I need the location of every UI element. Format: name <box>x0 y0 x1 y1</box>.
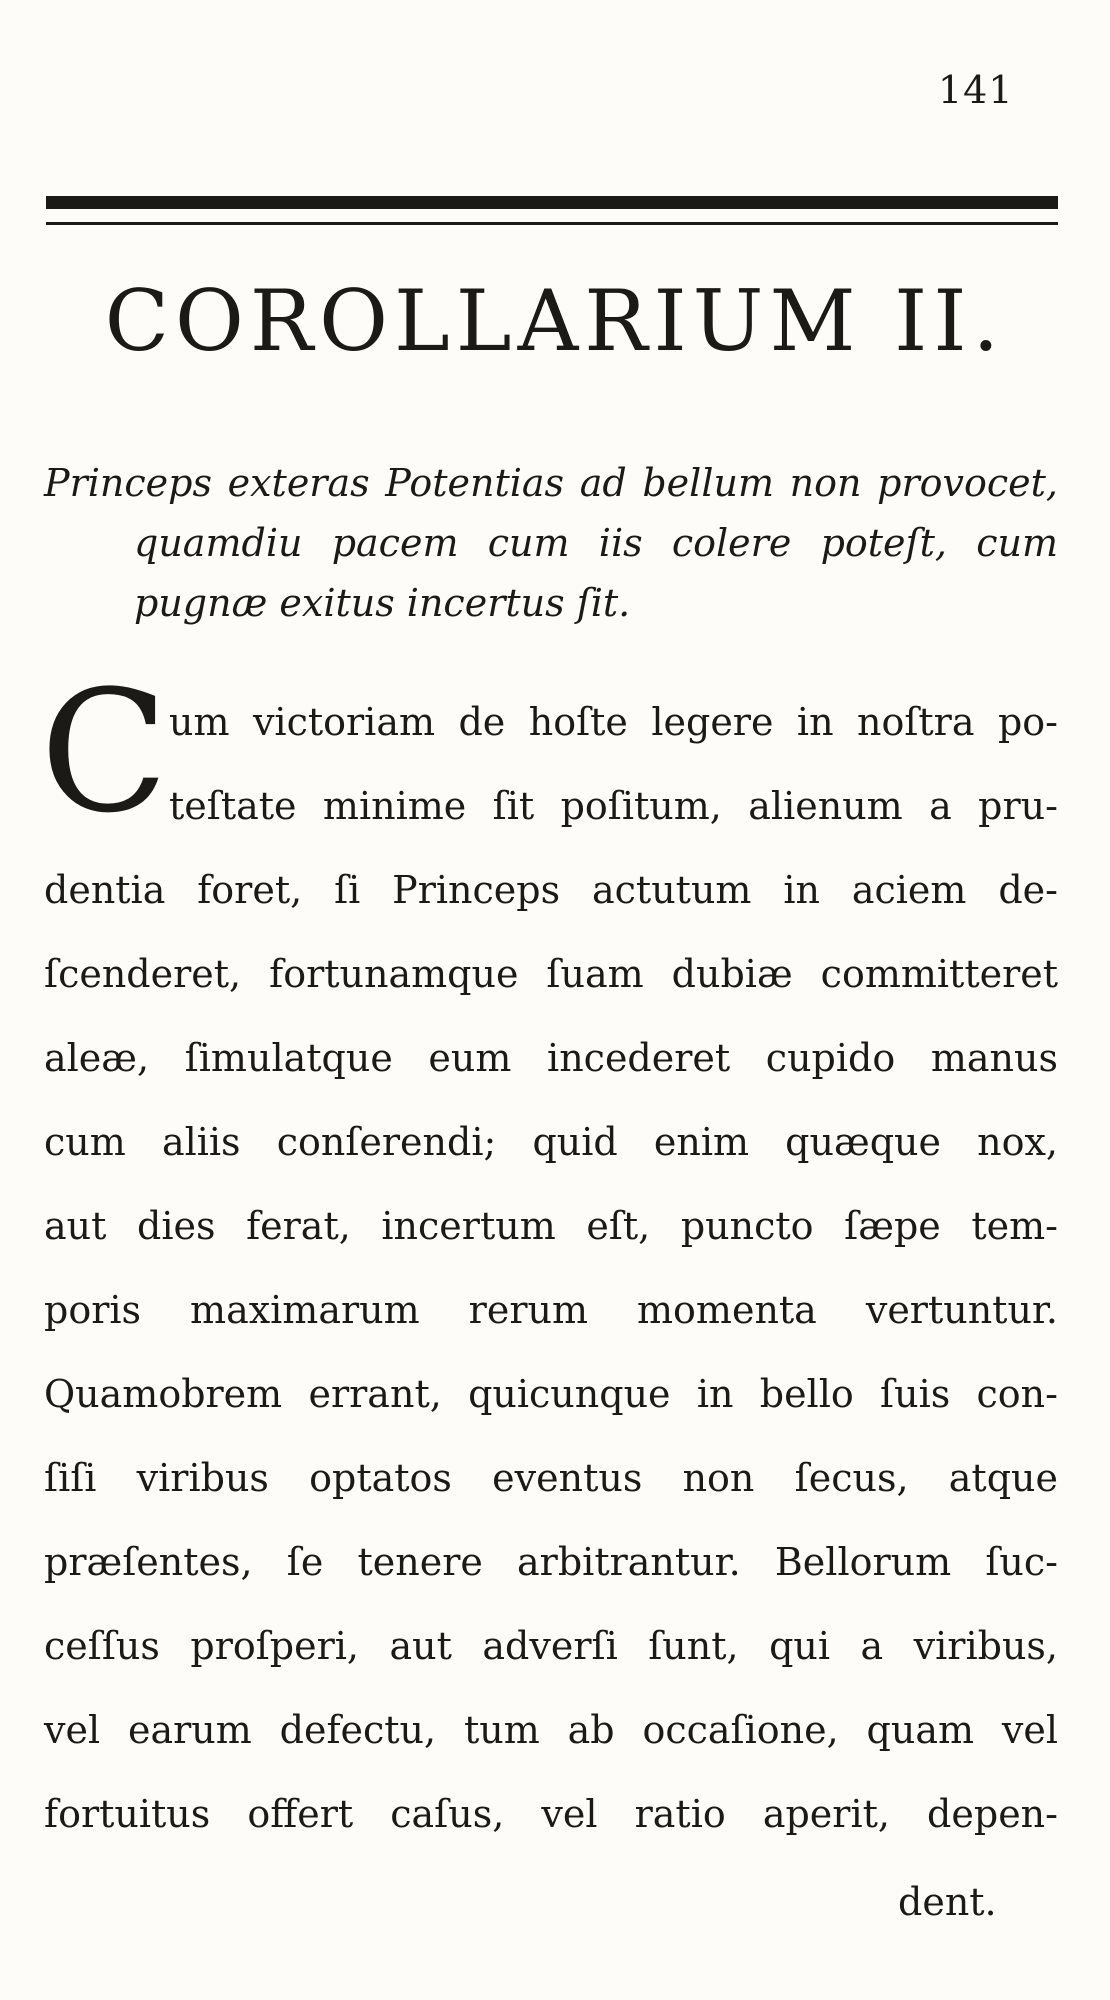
header-rule-thick <box>46 196 1058 209</box>
summary-line: Princeps exteras Potentias ad bellum non provocet, <box>44 461 1058 505</box>
body-line: um victoriam de hoſte legere in noſtra po- <box>169 700 1058 744</box>
body-line: ceſſus proſperi, aut adverſi ſunt, qui a viribus, <box>44 1624 1058 1668</box>
body-line: poris maximarum rerum momenta vertuntur. <box>44 1288 1058 1332</box>
body-line: cum aliis conſerendi; quid enim quæque nox, <box>44 1120 1058 1164</box>
summary-line: quamdiu pacem cum iis colere poteſt, cum <box>134 521 1058 565</box>
body-line: præſentes, ſe tenere arbitrantur. Bellorum ſuc- <box>44 1540 1058 1584</box>
body-line: dentia foret, ſi Princeps actutum in aciem de- <box>44 868 1058 912</box>
body-line: fortuitus offert caſus, vel ratio aperit, depen- <box>44 1792 1058 1836</box>
summary-line: pugnæ exitus incertus ſit. <box>134 581 631 625</box>
body-line: aut dies ferat, incertum eſt, puncto ſæpe tem- <box>44 1204 1058 1248</box>
drop-cap-initial: C <box>40 654 169 850</box>
body-line: vel earum defectu, tum ab occaſione, quam vel <box>44 1708 1058 1752</box>
body-line: teſtate minime ſit poſitum, alienum a pru- <box>169 784 1058 828</box>
body-line: aleæ, ſimulatque eum incederet cupido manus <box>44 1036 1058 1080</box>
body-text <box>44 680 1058 1856</box>
catchword: dent. <box>898 1880 997 1924</box>
section-heading: COROLLARIUM II. <box>104 272 1006 370</box>
body-line: ſiſi viribus optatos eventus non ſecus, atque <box>44 1456 1058 1500</box>
body-line: ſcenderet, fortunamque ſuam dubiæ committeret <box>44 952 1058 996</box>
header-rule-thin <box>46 222 1058 225</box>
section-summary <box>44 453 1058 633</box>
page-number: 141 <box>938 68 1014 112</box>
body-line: Quamobrem errant, quicunque in bello ſuis con- <box>44 1372 1058 1416</box>
